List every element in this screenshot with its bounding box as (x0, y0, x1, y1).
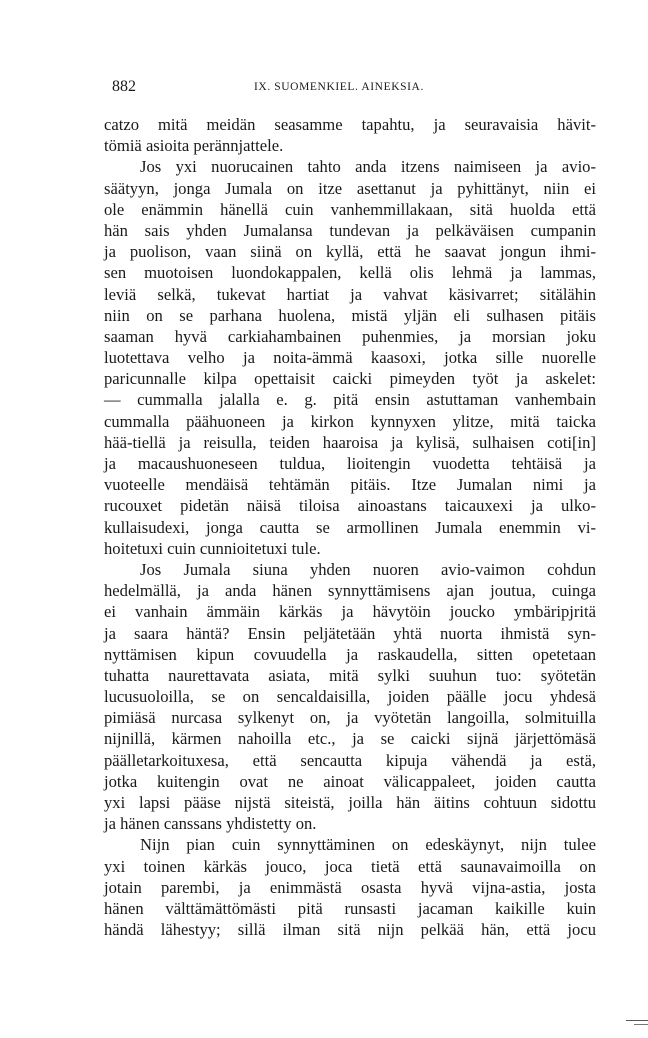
text-line: ja saara häntä? Ensin peljätetään yhtä nuorta ihmistä syn- (104, 623, 596, 643)
text-line: jotka kuitengin ovat ne ainoat välicappaleet, joiden cautta (104, 771, 596, 791)
text-line: Jos yxi nuorucainen tahto anda itzens naimiseen ja avio- (140, 157, 596, 177)
text-line: rucouxet pidetän näisä tiloisa ainoastans taicauxexi ja ulko- (104, 496, 596, 516)
text-line: — cummalla jalalla e. g. pitä ensin astuttaman vanhembain (104, 390, 596, 410)
text-line: Jos Jumala siuna yhden nuoren avio-vaimon cohdun (140, 559, 596, 579)
text-line: saaman hyvä carkiahambainen puhenmies, ja morsian joku (104, 326, 596, 346)
running-title: IX. SUOMENKIEL. AINEKSIA. (254, 81, 424, 93)
text-line: hedelmällä, ja anda hänen synnyttämisens ajan joutua, cuinga (104, 581, 596, 601)
text-line: yxi lapsi pääse nijstä siteistä, joilla hän äitins cohtuun sidottu (104, 793, 596, 812)
text-line: yxi toinen kärkäs jouco, joca tietä että saunavaimoilla on (104, 856, 596, 876)
text-line: päälletarkoituxesa, että sencautta kipuja vähendä ja estä, (104, 750, 596, 770)
text-line: vuoteelle mendäisä tehtämän pitäis. Itze Jumalan nimi ja (104, 475, 596, 495)
text-line: hoitetuxi cuin cunnioitetuxi tule. (104, 538, 321, 558)
text-line: ja puolison, vaan siinä on kyllä, että he saavat jongun ihmi- (104, 242, 596, 262)
text-line: hänen välttämättömästi pitä runsasti jacaman kaikille kuin (104, 898, 596, 918)
text-line: sen muotoisen luondokappalen, kellä olis lehmä ja lammas, (104, 263, 596, 283)
text-line: kullaisudexi, jonga cautta se armollinen Jumala enemmin vi- (104, 517, 596, 537)
text-line: niin on se parhana huolena, mistä yljän eli sulhasen pitäis (104, 305, 596, 325)
text-line: hää-tiellä ja reisulla, teiden haaroisa ja kylisä, sulhaisen coti[in] (104, 432, 596, 452)
text-line: leviä selkä, tukevat hartiat ja vahvat käsivarret; sitälähin (104, 284, 596, 304)
text-line: ole enämmin hänellä cuin vanhemmillakaan, sitä huolda että (104, 199, 596, 219)
text-line: ei vanhain ämmäin kärkäs ja hävytöin joucko ymbäripjritä (104, 602, 596, 622)
text-line: säätyyn, jonga Jumala on itze asettanut ja pyhittänyt, niin ei (104, 178, 596, 198)
page-header (104, 78, 596, 100)
text-line: tömiä asioita perännjattele. (104, 136, 284, 156)
text-line: Nijn pian cuin synnyttäminen on edeskäynyt, nijn tulee (140, 835, 596, 855)
text-line: luotettava velho ja noita-ämmä kaasoxi, jotka sille nuorelle (104, 348, 596, 368)
page-edge-mark (634, 1024, 648, 1025)
page-edge-mark (626, 1020, 648, 1021)
text-line: jotain parembi, ja enimmästä osasta hyvä vijna-astia, josta (104, 877, 596, 897)
text-line: catzo mitä meidän seasamme tapahtu, ja seuravaisia hävit- (104, 115, 596, 134)
page-number: 882 (112, 78, 136, 95)
text-line: pimiäsä nurcasa sylkenyt on, ja vyötetän langoilla, solmituilla (104, 708, 596, 728)
text-line: ja macaushuoneseen tuldua, lioitengin vuodetta tehtäisä ja (104, 454, 596, 473)
text-line: nyttämisen kipun covuudella ja raskaudella, sitten opetetaan (104, 644, 596, 664)
text-line: händä lähestyy; sillä ilman sitä nijn pelkää hän, että jocu (104, 920, 596, 940)
text-line: nijnillä, kärmen nahoilla etc., ja se caicki sijnä järjettömäsä (104, 729, 596, 749)
body-text (104, 114, 596, 940)
text-line: cummalla päähuoneen ja kirkon kynnyxen ylitze, mitä taicka (104, 411, 596, 431)
text-line: hän sais yhden Jumalansa tundevan ja pelkäväisen cumpanin (104, 220, 596, 240)
text-line: tuhatta naurettavata asiata, mitä sylki suuhun tuo: syötetän (104, 665, 596, 685)
text-line: lucusuoloilla, se on sencaldaisilla, joiden päälle jocu yhdesä (104, 687, 596, 707)
text-line: paricunnalle kilpa opettaisit caicki pimeyden työt ja askelet: (104, 369, 596, 389)
text-line: ja hänen canssans yhdistetty on. (104, 814, 317, 834)
